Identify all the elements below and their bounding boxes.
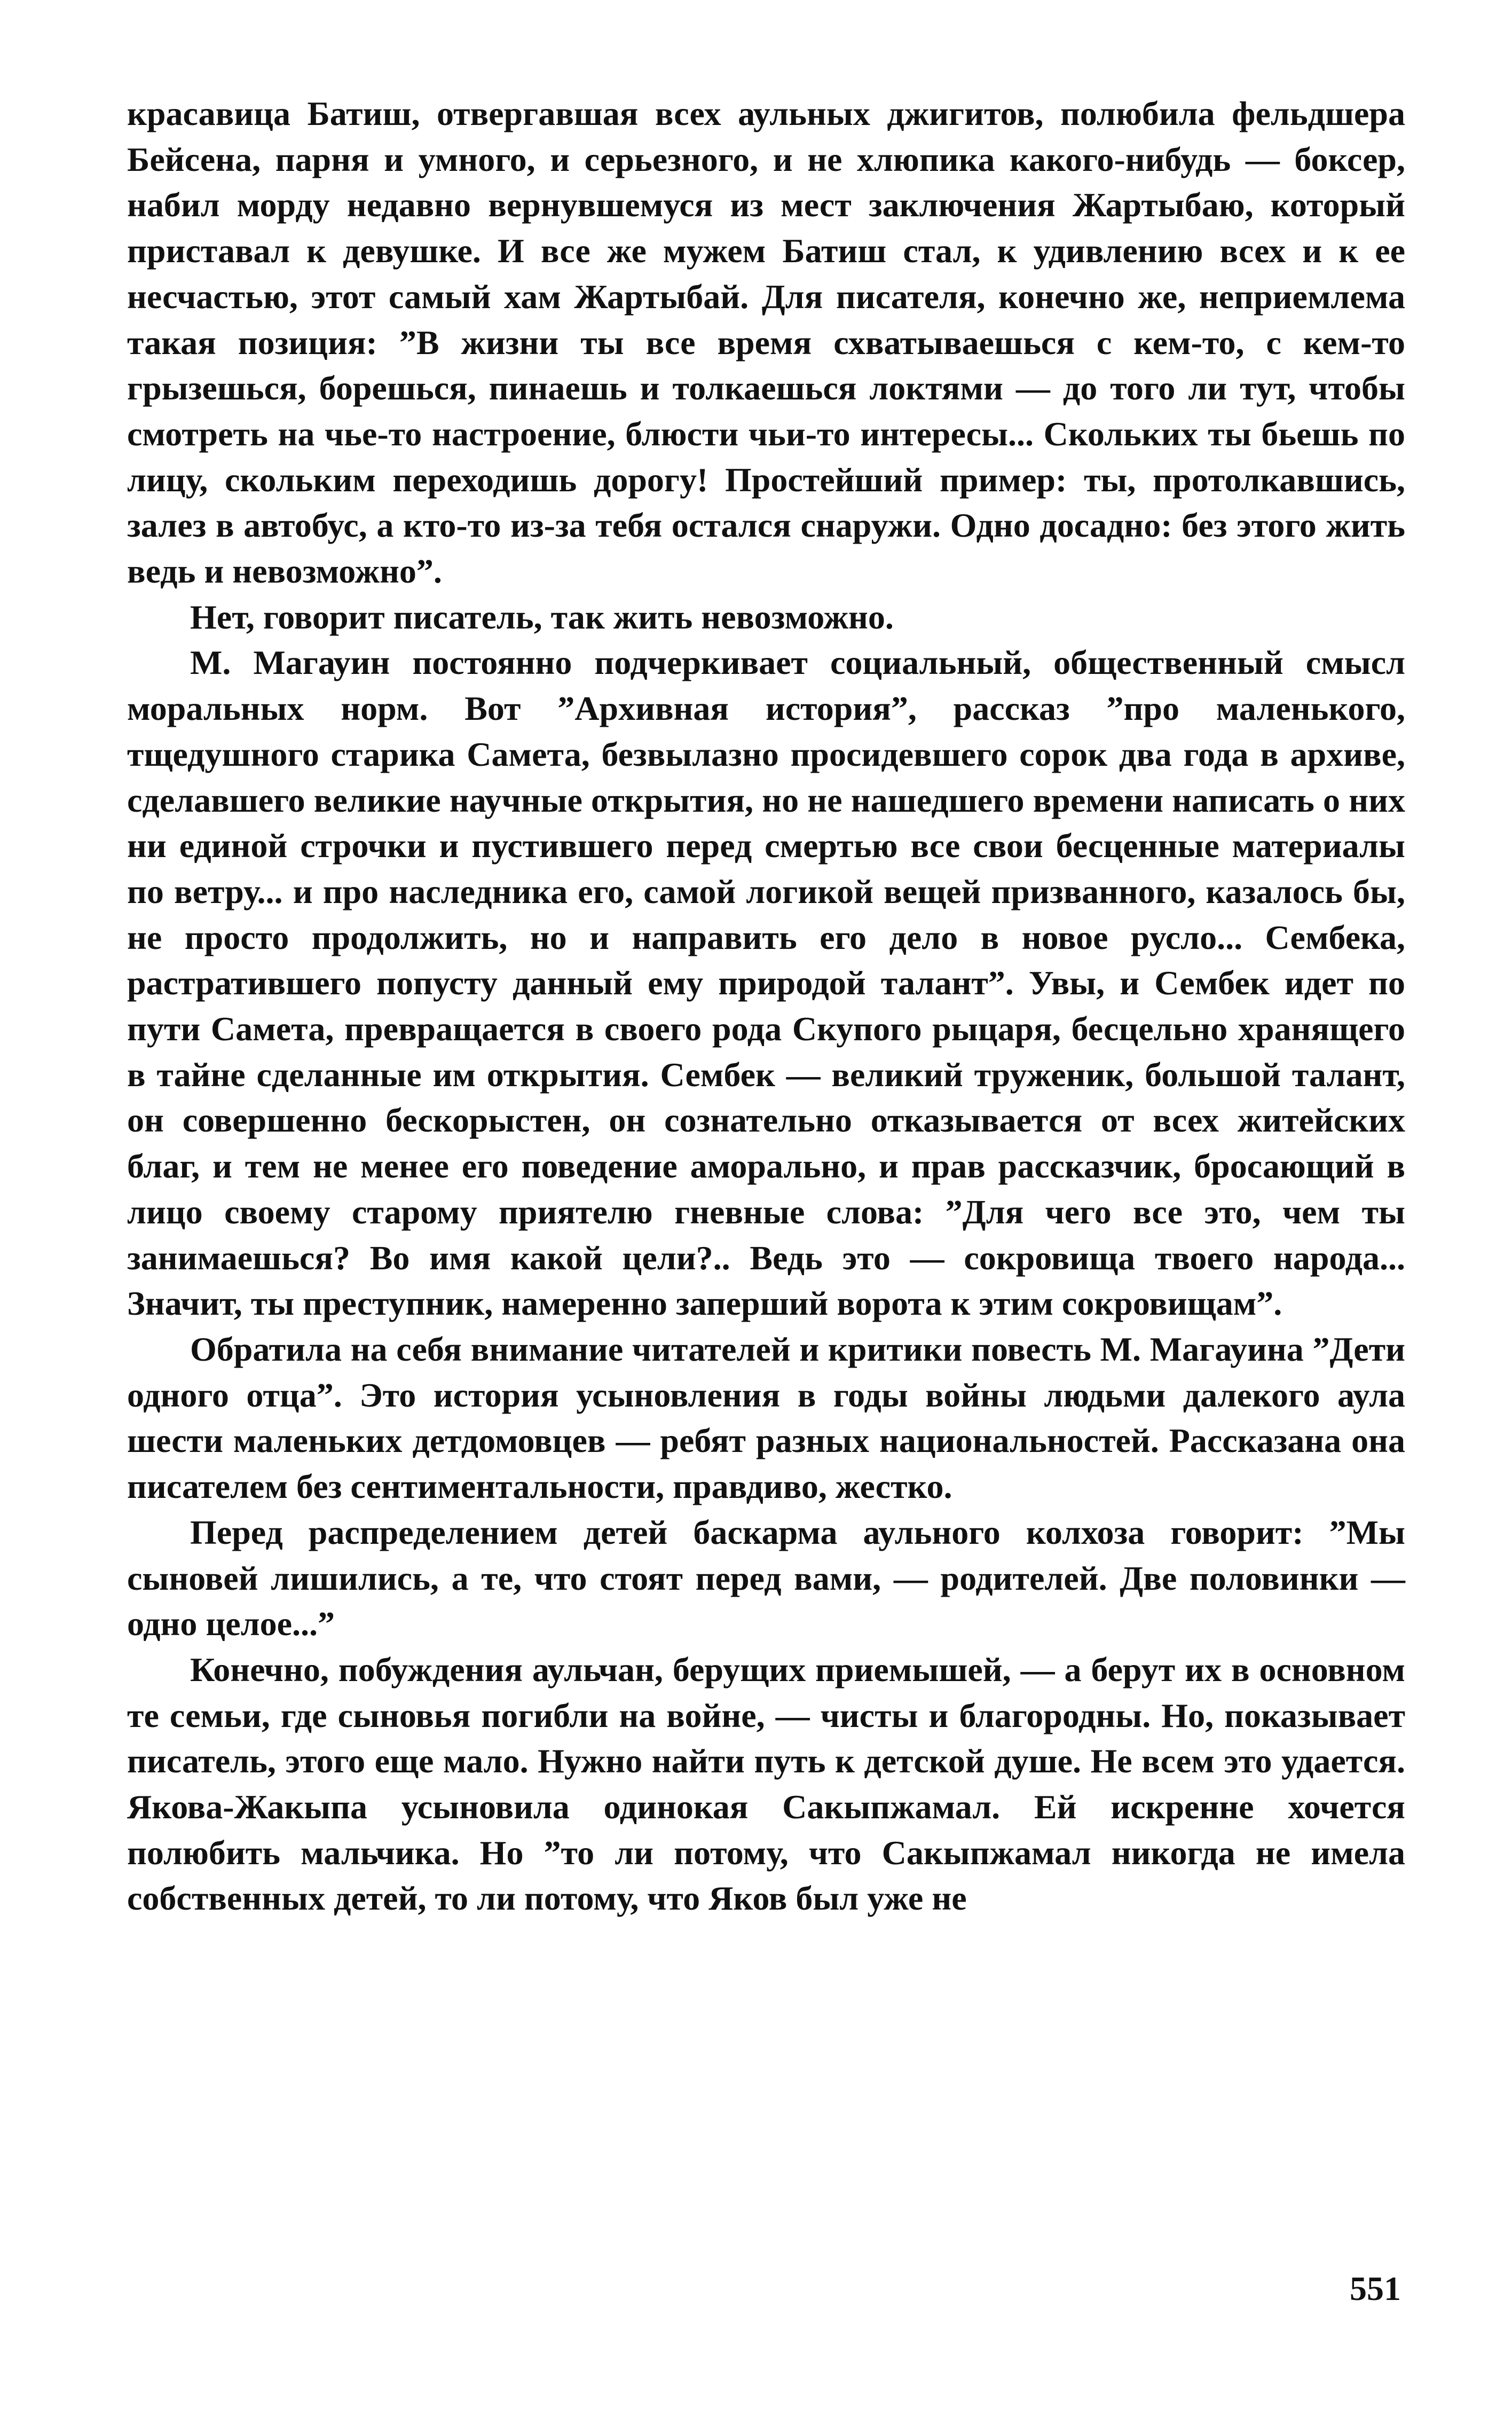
paragraph: Обратила на себя внимание читателей и критики повесть М. Магауина ”Дети одного отца”. Это история усыновления в годы войны людьми далекого аула шести маленьких детдомовцев — ребят разных национальностей. Рассказана она писателем без сентиментальности, правдиво, жестко. (127, 1330, 1405, 1506)
paragraph: Конечно, побуждения аульчан, берущих приемышей, — а берут их в основном те семьи, где сыновья погибли на войне, — чисты и благородны. Но, показывает писатель, этого еще мало. Нужно найти путь к детской душе. Не всем это удается. Якова-Жакыпа усыновила одинокая Сакыпжамал. Ей искренне хочется полюбить мальчика. Но ”то ли потому, что Сакыпжамал никогда не имела собственных детей, то ли потому, что Яков был уже не (127, 1650, 1405, 1918)
body-text (127, 91, 1405, 1921)
paragraph: Нет, говорит писатель, так жить невозможно. (190, 598, 894, 636)
page-number: 551 (1350, 2270, 1401, 2307)
paragraph-continued: красавица Батиш, отвергавшая всех аульных джигитов, полюбила фельдшера Бейсена, парня и умного, и серьезного, и не хлюпика какого-нибудь — боксер, набил морду недавно вернувшемуся из мест заключения Жартыбаю, который приставал к девушке. И все же мужем Батиш стал, к удивлению всех и к ее несчастью, этот самый хам Жартыбай. Для писателя, конечно же, неприемлема такая позиция: ”В жизни ты все время схватываешься с кем-то, с кем-то грызешься, борешься, пинаешь и толкаешься локтями — до того ли тут, чтобы смотреть на чье-то настроение, блюсти чьи-то интересы... Скольких ты бьешь по лицу, скольким переходишь дорогу! Простейший пример: ты, протолкавшись, залез в автобус, а кто-то из-за тебя остался снаружи. Одно досадно: без этого жить ведь и невозможно”. (127, 95, 1405, 591)
paragraph: М. Магауин постоянно подчеркивает социальный, общественный смысл моральных норм. Вот ”Архивная история”, рассказ ”про маленького, тщедушного старика Самета, безвылазно просидевшего сорок два года в архиве, сделавшего великие научные открытия, но не нашедшего времени написать о них ни единой строчки и пустившего перед смертью все свои бесценные материалы по ветру... и про наследника его, самой логикой вещей призванного, казалось бы, не просто продолжить, но и направить его дело в новое русло... Сембека, растратившего попусту данный ему природой талант”. Увы, и Сембек идет по пути Самета, превращается в своего рода Скупого рыцаря, бесцельно хранящего в тайне сделанные им открытия. Сембек — великий труженик, большой талант, он совершенно бескорыстен, он сознательно отказывается от всех житейских благ, и тем не менее его поведение аморально, и прав рассказчик, бросающий в лицо своему старому приятелю гневные слова: ”Для чего все это, чем ты занимаешься? Во имя какой цели?.. Ведь это — сокровища твоего народа... Значит, ты преступник, намеренно заперший ворота к этим сокровищам”. (127, 643, 1405, 1323)
paragraph: Перед распределением детей баскарма аульного колхоза говорит: ”Мы сыновей лишились, а те, что стоят перед вами, — родителей. Две половинки — одно целое...” (127, 1513, 1405, 1643)
